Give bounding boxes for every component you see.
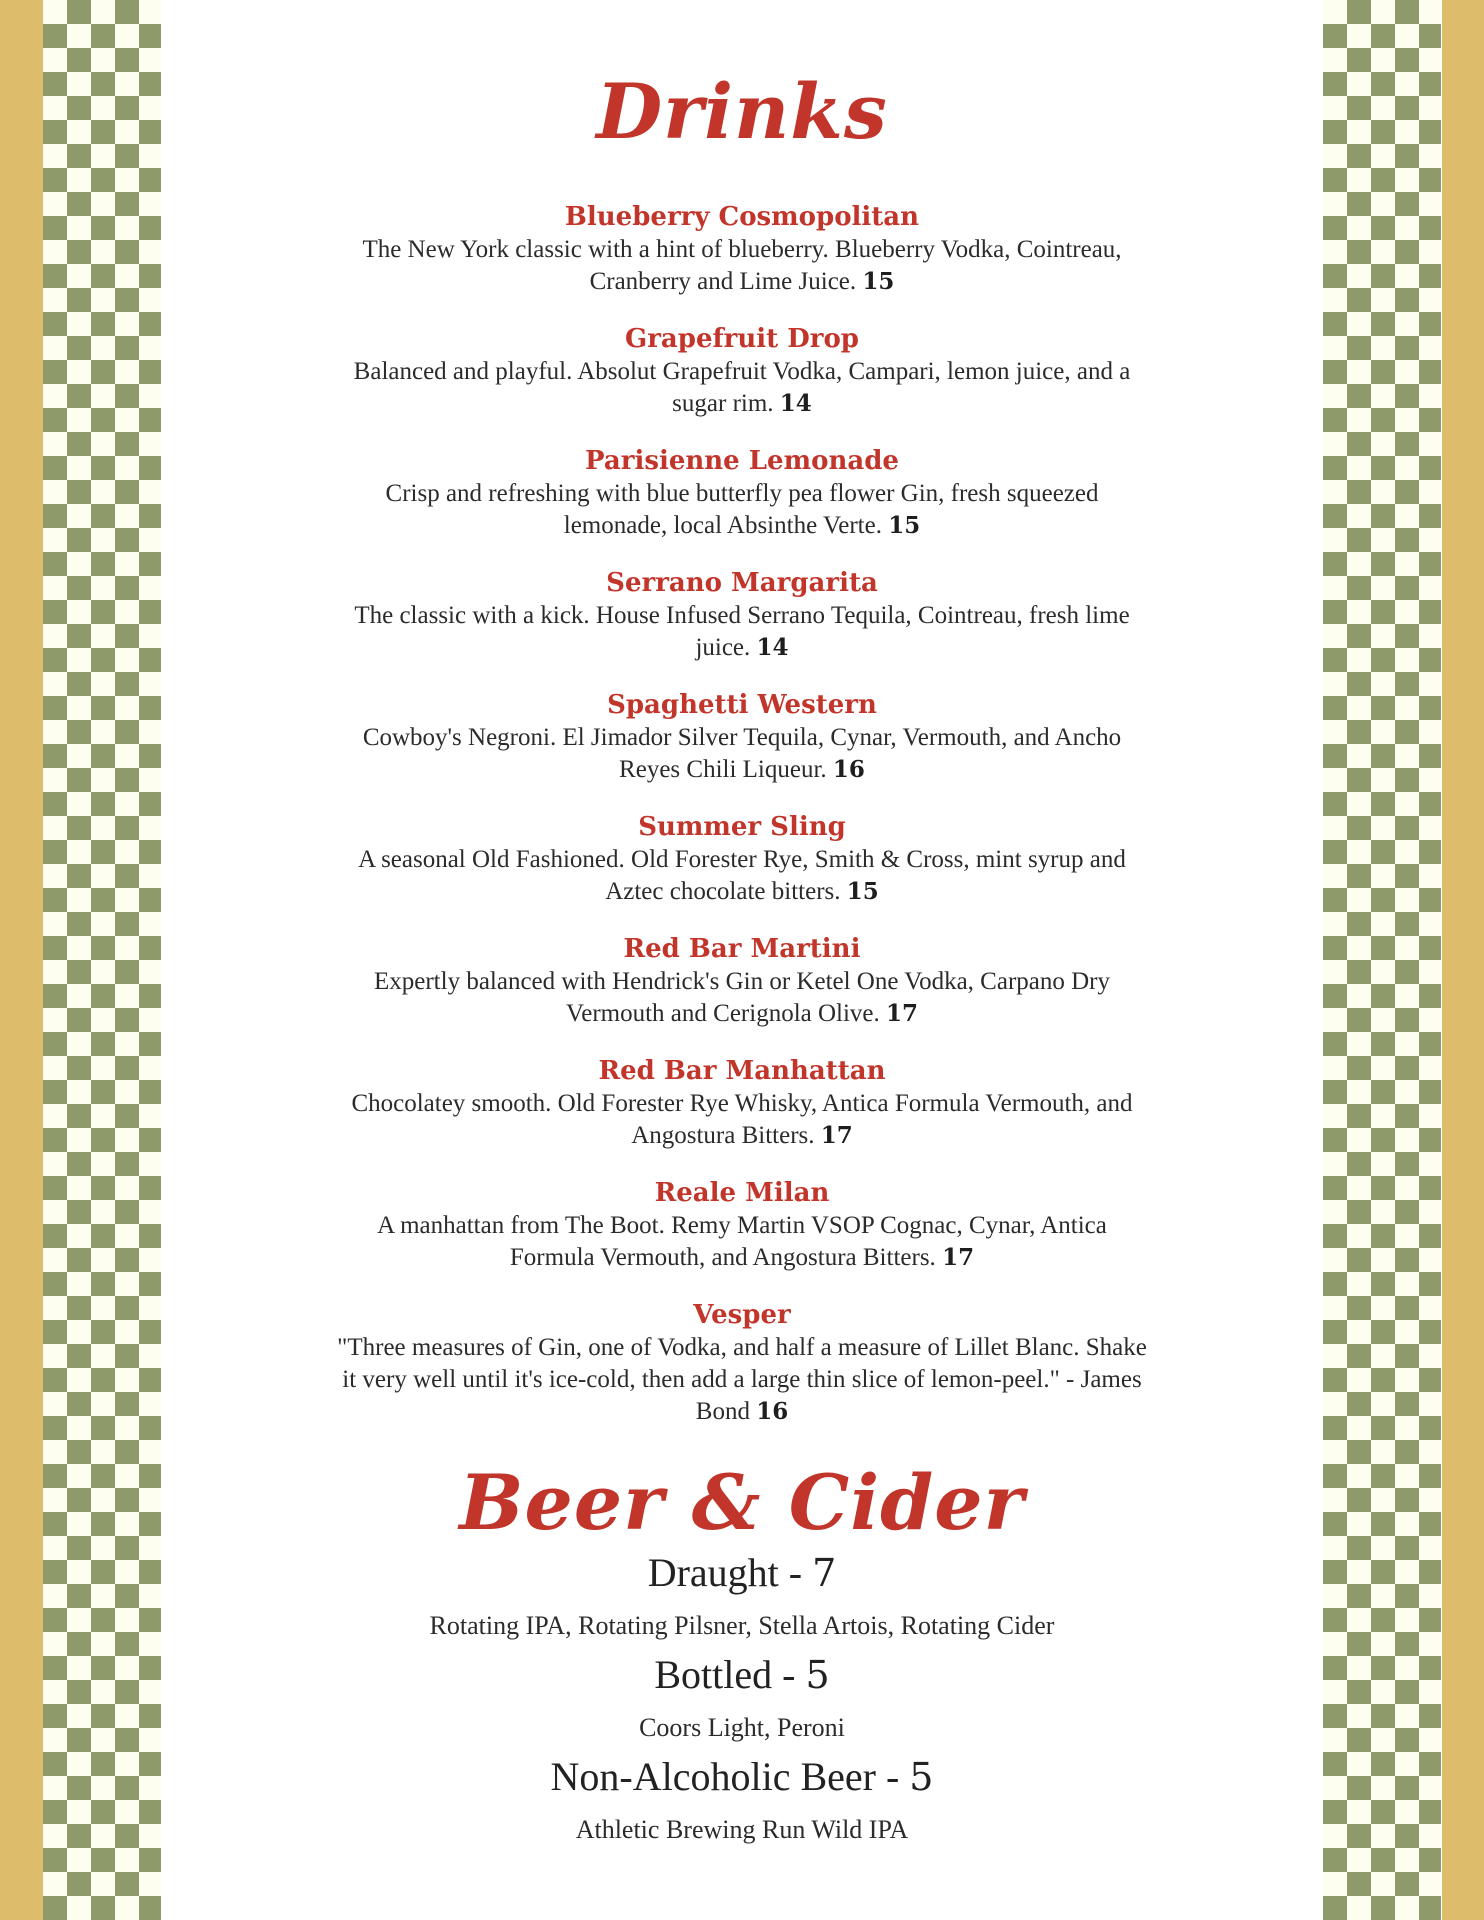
- drink-name: Spaghetti Western: [607, 690, 877, 720]
- beer-bottled-group: [161, 1652, 1323, 1744]
- drink-description: Expertly balanced with Hendrick's Gin or Ketel One Vodka, Carpano Dry Vermouth and Cerignola Olive. 17: [373, 968, 1111, 1027]
- beer-price: 5: [909, 1755, 934, 1799]
- drinks-section-title: Drinks: [596, 67, 888, 156]
- drink-name: Serrano Margarita: [606, 568, 878, 598]
- beer-list: Coors Light, Peroni: [639, 1713, 845, 1742]
- drink-item: [161, 322, 1323, 444]
- gold-border-left: [0, 0, 43, 1920]
- drink-description: A seasonal Old Fashioned. Old Forester Rye, Smith & Cross, mint syrup and Aztec chocolate bitters. 15: [358, 846, 1126, 905]
- drink-price: 17: [820, 1122, 853, 1149]
- drink-description: The New York classic with a hint of blueberry. Blueberry Vodka, Cointreau, Cranberry and Lime Juice. 15: [362, 236, 1122, 295]
- drink-name: Parisienne Lemonade: [585, 446, 899, 476]
- drink-name: Red Bar Martini: [623, 934, 861, 964]
- drink-item: [161, 810, 1323, 932]
- drinks-list: [161, 200, 1323, 1425]
- drink-item: [161, 1054, 1323, 1176]
- drink-description: Crisp and refreshing with blue butterfly pea flower Gin, fresh squeezed lemonade, local Absinthe Verte. 15: [385, 480, 1099, 539]
- drink-price: 14: [756, 634, 789, 661]
- drink-item: [161, 200, 1323, 322]
- drink-item: [161, 688, 1323, 810]
- drink-price: 15: [862, 268, 895, 295]
- beer-category-heading: Non-Alcoholic Beer - 5: [550, 1754, 934, 1799]
- drink-price: 17: [942, 1244, 975, 1271]
- beer-price: 7: [812, 1551, 837, 1595]
- drink-name: Summer Sling: [638, 812, 846, 842]
- drink-price: 16: [756, 1398, 789, 1425]
- drink-description: The classic with a kick. House Infused Serrano Tequila, Cointreau, fresh lime juice. 14: [354, 602, 1130, 661]
- beer-price: 5: [805, 1653, 830, 1697]
- drink-description: "Three measures of Gin, one of Vodka, and half a measure of Lillet Blanc. Shake it very well until it's ice-cold, then add a large thin slice of lemon-peel." - James Bond 16: [337, 1334, 1147, 1425]
- drink-price: 16: [832, 756, 865, 783]
- beer-cider-section-title: Beer & Cider: [459, 1458, 1025, 1547]
- drink-item: [161, 444, 1323, 566]
- menu-page: [161, 0, 1323, 1920]
- beer-draught-group: [161, 1550, 1323, 1642]
- drink-price: 15: [846, 878, 879, 905]
- drink-description: Balanced and playful. Absolut Grapefruit Vodka, Campari, lemon juice, and a sugar rim. 14: [353, 358, 1131, 417]
- beer-non-alcoholic-group: [161, 1754, 1323, 1846]
- drink-name: Vesper: [693, 1300, 791, 1330]
- drink-name: Reale Milan: [654, 1178, 830, 1208]
- gold-border-right: [1442, 0, 1484, 1920]
- drink-item: [161, 1176, 1323, 1298]
- drink-item: [161, 1298, 1323, 1425]
- drink-price: 14: [779, 390, 812, 417]
- drink-price: 15: [888, 512, 921, 539]
- drink-name: Blueberry Cosmopolitan: [564, 202, 920, 232]
- beer-category-heading: Draught - 7: [647, 1550, 837, 1595]
- drink-price: 17: [886, 1000, 919, 1027]
- drink-item: [161, 932, 1323, 1054]
- beer-list: Rotating IPA, Rotating Pilsner, Stella Artois, Rotating Cider: [429, 1611, 1055, 1640]
- drink-description: Cowboy's Negroni. El Jimador Silver Tequila, Cynar, Vermouth, and Ancho Reyes Chili Liqueur. 16: [362, 724, 1122, 783]
- drink-description: Chocolatey smooth. Old Forester Rye Whisky, Antica Formula Vermouth, and Angostura Bitters. 17: [351, 1090, 1133, 1149]
- checkered-border-right: [1323, 0, 1441, 1920]
- drink-name: Red Bar Manhattan: [598, 1056, 886, 1086]
- checkered-border-left: [43, 0, 161, 1920]
- drink-name: Grapefruit Drop: [625, 324, 859, 354]
- drink-description: A manhattan from The Boot. Remy Martin VSOP Cognac, Cynar, Antica Formula Vermouth, and Angostura Bitters. 17: [377, 1212, 1107, 1271]
- beer-category-heading: Bottled - 5: [654, 1652, 830, 1697]
- drink-item: [161, 566, 1323, 688]
- beer-list: Athletic Brewing Run Wild IPA: [575, 1815, 909, 1844]
